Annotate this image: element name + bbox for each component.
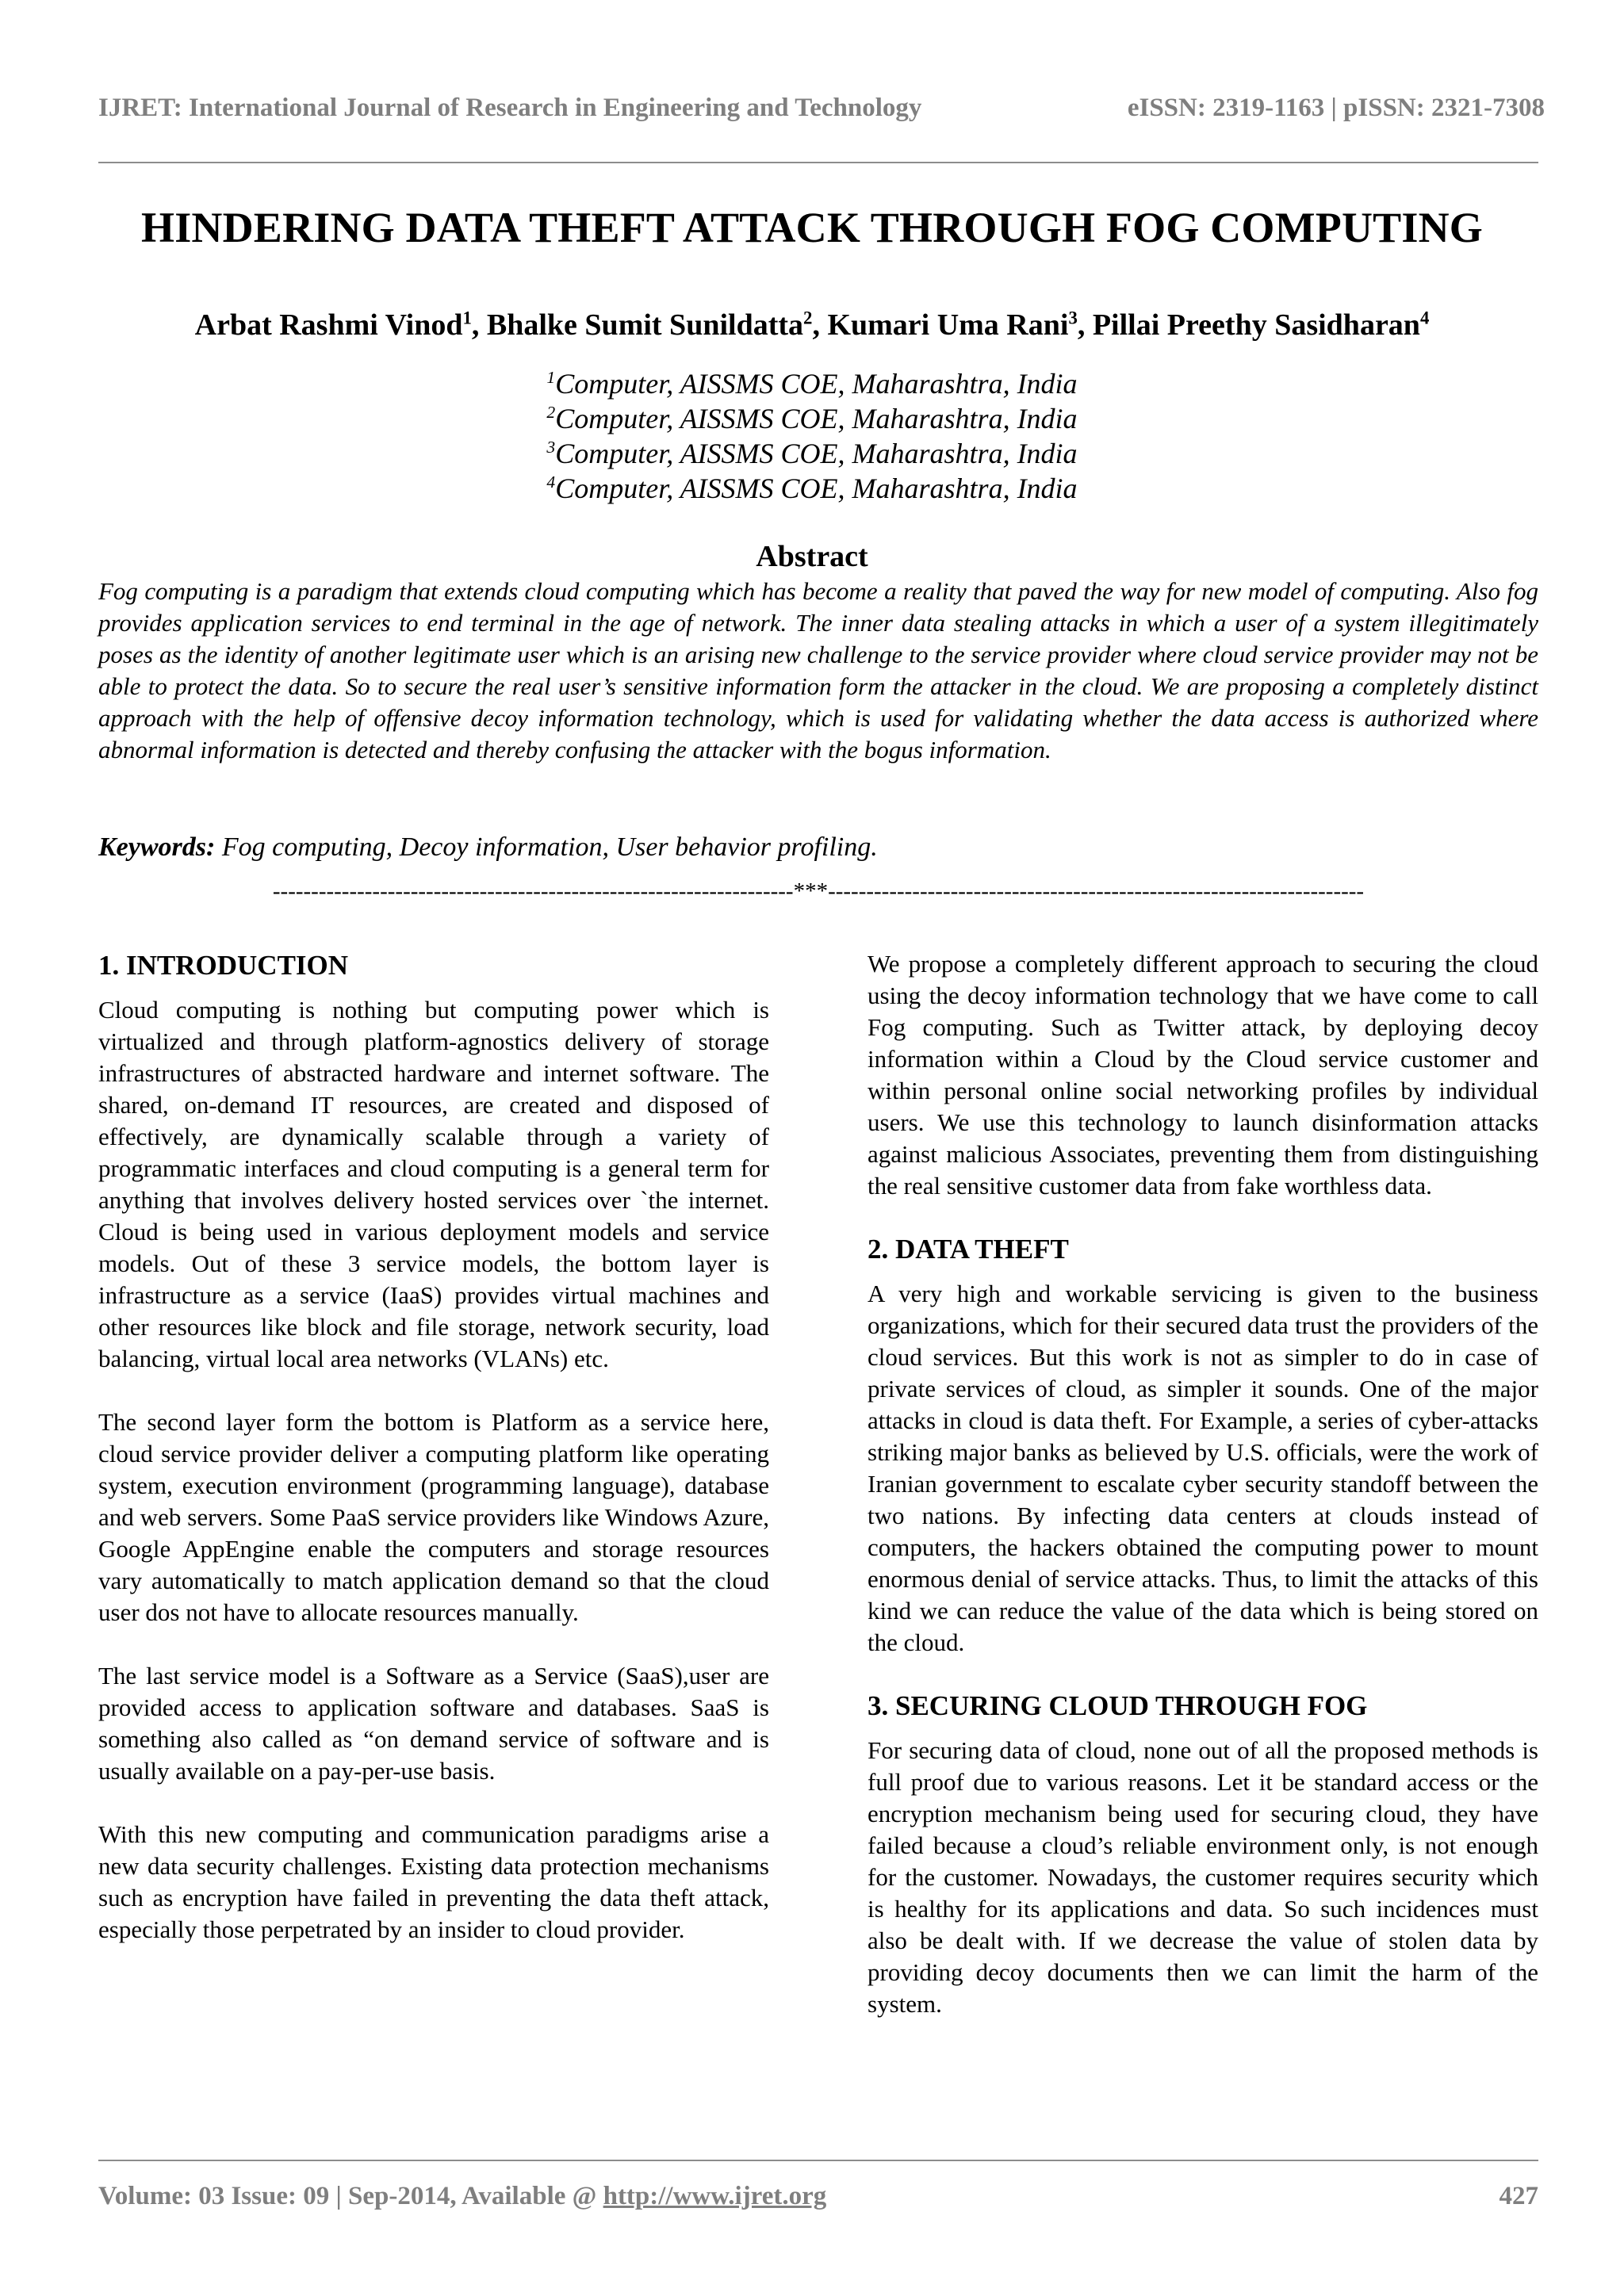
journal-name: IJRET: International Journal of Research in Engineering and Technology bbox=[98, 94, 922, 122]
section-separator: --------------------------------------------------------------------***---------------------------------------------------------------------- bbox=[272, 878, 1365, 904]
section-2-heading: 2. DATA THEFT bbox=[868, 1234, 1069, 1265]
section-2-paragraph: A very high and workable servicing is given to the business organizations, which for their secured data trust the providers of the cloud services. But this work is not as simpler to do in case of private services of cloud, as simpler it sounds. One of the major attacks in cloud is data theft. For Example, a series of cyber-attacks striking major banks as believed by U.S. officials, were the work of Iranian government to escalate cyber security standoff between the two nations. By infecting data centers at clouds instead of computers, the hackers obtained the computing power to mount enormous denial of service attacks. Thus, to limit the attacks of this kind we can reduce the value of the data which is being stored on the cloud. bbox=[868, 1280, 1538, 1656]
abstract-text: Fog computing is a paradigm that extends cloud computing which has become a reality that paved the way for new model of computing. Also fog provides application services to end terminal in the age of network. The inner data stealing attacks in which a user of a system illegitimately poses as the identity of another legitimate user which is an arising new challenge to the service provider where cloud service provider may not be able to protect the data. So to secure the real user’s sensitive information form the attacker in the cloud. We are proposing a completely distinct approach with the help of offensive decoy information technology, which is used for validating whether the data access is authorized where abnormal information is detected and thereby confusing the attacker with the bogus information. bbox=[98, 577, 1538, 763]
running-footer bbox=[98, 2182, 1538, 2211]
affiliation-list bbox=[79, 366, 1545, 506]
keywords-text: Fog computing, Decoy information, User behavior profiling. bbox=[215, 832, 878, 862]
journal-website-link[interactable]: http://www.ijret.org bbox=[603, 2182, 827, 2210]
author-3: Kumari Uma Rani$^3$, bbox=[827, 308, 1093, 342]
footer-volume-info: Volume: 03 Issue: 09 | Sep-2014, Available @ http://www.ijret.org bbox=[98, 2182, 827, 2210]
keywords-line bbox=[98, 832, 1538, 863]
intro-continued-paragraph: We propose a completely different approach to securing the cloud using the decoy information technology that we have come to call Fog computing. Such as Twitter attack, by deploying decoy information within a Cloud by the Cloud service customer and within personal online social networking profiles by individual users. We use this technology to launch disinformation attacks against malicious Associates, preventing them from distinguishing the real sensitive customer data from fake worthless data. bbox=[868, 950, 1538, 1200]
intro-paragraph-1: Cloud computing is nothing but computing power which is virtualized and through platform-agnostics delivery of storage infrastructures of abstracted hardware and internet software. The shared, on-demand IT resources, are created and disposed of effectively, are dynamically scalable through a variety of programmatic interfaces and cloud computing is a general term for anything that involves delivery hosted services over `the internet. Cloud is being used in various deployment models and service models. Out of these 3 service models, the bottom layer is infrastructure as a service (IaaS) provides virtual machines and other resources like block and file storage, network security, load balancing, virtual local area networks (VLANs) etc. bbox=[98, 996, 769, 1372]
author-list bbox=[79, 308, 1545, 342]
section-3-paragraph: For securing data of cloud, none out of all the proposed methods is full proof due to various reasons. Let it be standard access or the encryption mechanism being used for securing cloud, they have failed because a cloud’s reliable environment only, is not enough for the customer. Nowadays, the customer requires security which is healthy for its applications and data. So such incidences must also be dealt with. If we decrease the value of stolen data by providing decoy documents then we can limit the harm of the system. bbox=[868, 1736, 1538, 2018]
author-2: Bhalke Sumit Sunildatta$^2$, bbox=[486, 308, 828, 342]
author-1: Arbat Rashmi Vinod$^1$, bbox=[194, 308, 487, 342]
running-header bbox=[98, 94, 1545, 123]
affiliation-3: $^3$Computer, AISSMS COE, Maharashtra, India bbox=[546, 438, 1078, 469]
left-column bbox=[98, 948, 769, 1977]
footer-divider bbox=[98, 2160, 1538, 2161]
right-column bbox=[868, 948, 1538, 2052]
affiliation-4: $^4$Computer, AISSMS COE, Maharashtra, India bbox=[546, 473, 1078, 504]
section-1-heading: 1. INTRODUCTION bbox=[98, 950, 349, 981]
author-4: Pillai Preethy Sasidharan$^4$ bbox=[1092, 308, 1430, 342]
page-number: 427 bbox=[1499, 2182, 1538, 2210]
affiliation-1: $^1$Computer, AISSMS COE, Maharashtra, India bbox=[546, 368, 1078, 400]
intro-paragraph-3: The last service model is a Software as a Service (SaaS),user are provided access to application software and databases. SaaS is something also called as “on demand service of software and is usually available on a pay-per-use basis. bbox=[98, 1662, 769, 1785]
affiliation-2: $^2$Computer, AISSMS COE, Maharashtra, India bbox=[546, 403, 1078, 434]
intro-paragraph-2: The second layer form the bottom is Platform as a service here, cloud service provider deliver a computing platform like operating system, execution environment (programming language), database and web servers. Some PaaS service providers like Windows Azure, Google AppEngine enable the computers and storage resources vary automatically to match application demand so that the cloud user dos not have to allocate resources manually. bbox=[98, 1408, 769, 1626]
abstract-heading: Abstract bbox=[756, 540, 868, 573]
paper-title: HINDERING DATA THEFT ATTACK THROUGH FOG COMPUTING bbox=[141, 204, 1483, 251]
section-3-heading: 3. SECURING CLOUD THROUGH FOG bbox=[868, 1690, 1368, 1721]
intro-paragraph-4: With this new computing and communication paradigms arise a new data security challenges. Existing data protection mechanisms such as encryption have failed in preventing the data theft attack, especially those perpetrated by an insider to cloud provider. bbox=[98, 1820, 769, 1943]
header-divider bbox=[98, 162, 1538, 163]
keywords-label: Keywords: bbox=[98, 832, 216, 862]
issn-info: eISSN: 2319-1163 | pISSN: 2321-7308 bbox=[1127, 94, 1545, 122]
